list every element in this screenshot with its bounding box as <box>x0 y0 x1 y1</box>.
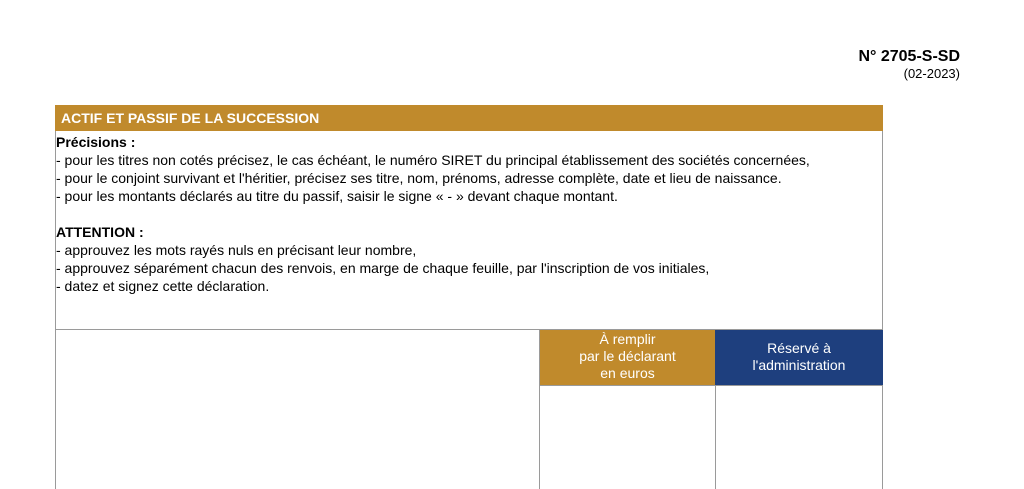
admin-column-header <box>715 330 883 385</box>
precisions-item: - pour le conjoint survivant et l'héritier, précisez ses titre, nom, prénoms, adresse complète, date et lieu de naissance. <box>56 170 782 186</box>
attention-item: - datez et signez cette déclaration. <box>56 278 270 294</box>
admin-header-line: Réservé à <box>767 340 831 356</box>
precisions-heading: Précisions : <box>56 134 136 150</box>
declarant-header-line: par le déclarant <box>579 348 676 364</box>
precisions-item: - pour les montants déclarés au titre du passif, saisir le signe « - » devant chaque montant. <box>56 188 618 204</box>
attention-item: - approuvez séparément chacun des renvois, en marge de chaque feuille, par l'inscription de vos initiales, <box>56 260 710 276</box>
form-number: N° 2705-S-SD <box>858 48 960 65</box>
declarant-header-line: À remplir <box>599 331 656 347</box>
form-number-block <box>858 47 960 81</box>
section-title: ACTIF ET PASSIF DE LA SUCCESSION <box>55 105 883 131</box>
declaration-table <box>55 329 883 489</box>
precisions-item: - pour les titres non cotés précisez, le cas échéant, le numéro SIRET du principal établissement des sociétés concernées, <box>56 152 810 168</box>
attention-item: - approuvez les mots rayés nuls en précisant leur nombre, <box>56 242 417 258</box>
declarant-header-line: en euros <box>600 365 655 381</box>
attention-heading: ATTENTION : <box>56 224 144 240</box>
form-date: (02-2023) <box>903 66 960 81</box>
instructions-box <box>55 131 883 330</box>
declarant-column-header <box>540 330 715 385</box>
header-row-divider <box>540 385 882 386</box>
admin-header-line: l'administration <box>752 357 846 373</box>
